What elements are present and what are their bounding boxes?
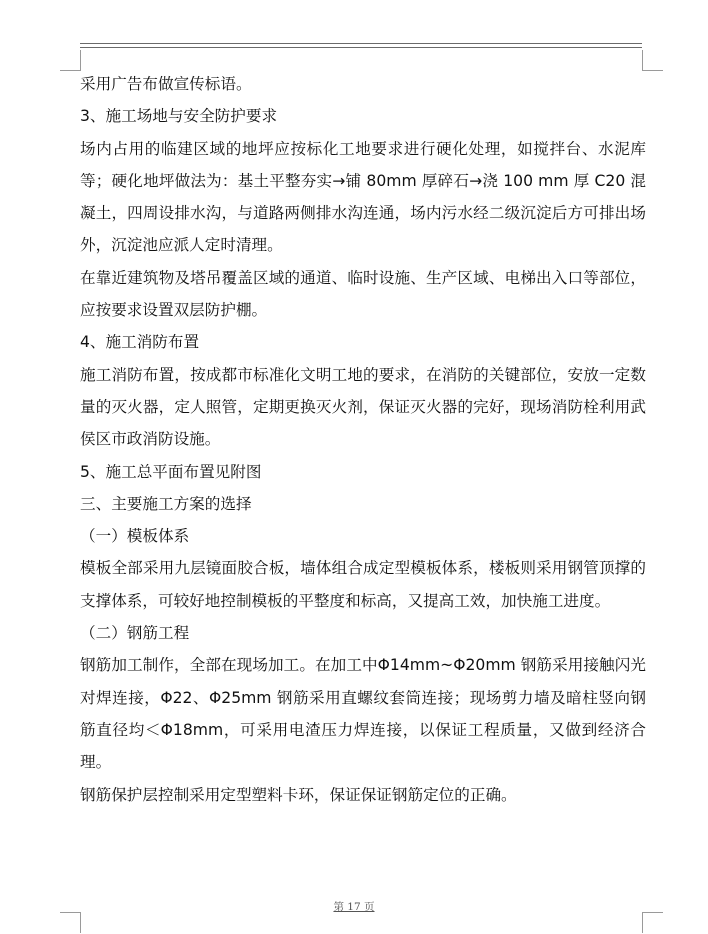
paragraph-formwork: 模板全部采用九层镜面胶合板，墙体组合成定型模板体系，楼板则采用钢管顶撑的支撑体系，可较好地控制模板的平整度和标高，又提高工效，加快施工进度。 [80, 559, 646, 610]
heading-rebar: （二）钢筋工程 [80, 624, 190, 643]
paragraph-rebar-cover: 钢筋保护层控制采用定型塑料卡环，保证保证钢筋定位的正确。 [80, 785, 517, 804]
heading-construction-scheme: 三、主要施工方案的选择 [80, 494, 252, 513]
heading-site-plan: 5、施工总平面布置见附图 [80, 462, 262, 481]
crop-mark-top-left [60, 50, 81, 71]
header-rule [80, 43, 642, 44]
paragraph-continued: 采用广告布做宣传标语。 [80, 75, 252, 93]
crop-mark-bottom-left [60, 912, 81, 933]
paragraph-fire-protection: 施工消防布置，按成都市标准化文明工地的要求，在消防的关键部位，安放一定数量的灭火器，定人照管，定期更换灭火剂，保证灭火器的完好，现场消防栓利用武侯区市政消防设施。 [80, 365, 646, 449]
paragraph-ground-hardening: 场内占用的临建区域的地坪应按标化工地要求进行硬化处理，如搅拌台、水泥库等；硬化地坪做法为：基土平整夯实→铺 80mm 厚碎石→浇 100 mm 厚 C20 混凝土，四周设排水沟，与道路两侧排水沟连通，场内污水经二级沉淀后方可排出场外，沉淀池应派人定时清理。 [80, 139, 646, 255]
crop-mark-bottom-right [642, 912, 663, 933]
paragraph-rebar: 钢筋加工制作，全部在现场加工。在加工中Φ14mm~Φ20mm 钢筋采用接触闪光对焊连接，Φ22、Φ25mm 钢筋采用直螺纹套筒连接；现场剪力墙及暗柱竖向钢筋直径均＜Φ18mm，可采用电渣压力焊连接，以保证工程质量，又做到经济合理。 [80, 656, 646, 772]
paragraph-protective-shed: 在靠近建筑物及塔吊覆盖区域的通道、临时设施、生产区域、电梯出入口等部位，应按要求设置双层防护棚。 [80, 268, 646, 320]
heading-site-safety: 3、施工场地与安全防护要求 [80, 107, 278, 126]
page-footer [0, 899, 708, 914]
page-body [80, 68, 646, 811]
heading-fire-protection: 4、施工消防布置 [80, 333, 200, 352]
header-rule-inner [80, 47, 642, 48]
heading-formwork: （一）模板体系 [80, 527, 190, 546]
page-number: 第 17 页 [333, 901, 375, 913]
